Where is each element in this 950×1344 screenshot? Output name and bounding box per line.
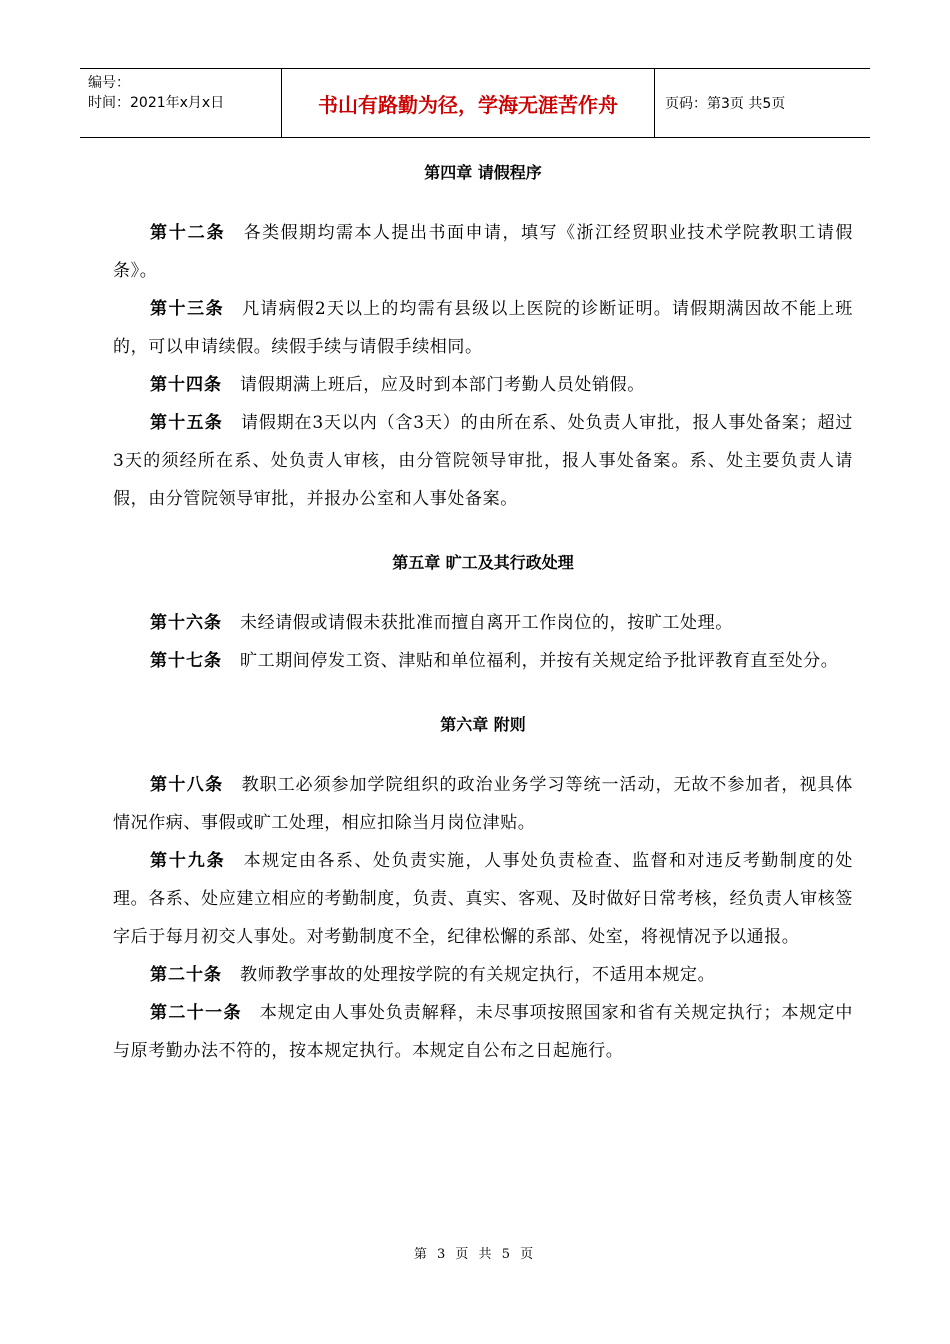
article-text: 教师教学事故的处理按学院的有关规定执行，不适用本规定。 <box>240 965 716 985</box>
article-text: 本规定由人事处负责解释，未尽事项按照国家和省有关规定执行；本规定中与原考勤办法不符的，按本规定执行。本规定自公布之日起施行。 <box>113 1003 853 1061</box>
article <box>113 994 853 1070</box>
page-header <box>80 68 870 138</box>
article-text: 教职工必须参加学院组织的政治业务学习等统一活动，无故不参加者，视具体情况作病、事假或旷工处理，相应扣除当月岗位津贴。 <box>113 775 853 833</box>
chapter-title: 第六章 附则 <box>440 715 526 734</box>
header-motto: 书山有路勤为径，学海无涯苦作舟 <box>282 69 655 137</box>
page-footer: 第 3 页 共 5 页 <box>413 1247 537 1262</box>
article <box>113 214 853 290</box>
article-label: 第十六条 <box>150 613 222 633</box>
article-label: 第十五条 <box>150 413 223 433</box>
article-label: 第十二条 <box>150 223 226 243</box>
chapter-title: 第四章 请假程序 <box>424 163 542 182</box>
article-label: 第十八条 <box>150 775 224 795</box>
time-label: 时间：2021年x月x日 <box>88 95 225 111</box>
article-text: 旷工期间停发工资、津贴和单位福利，并按有关规定给予批评教育直至处分。 <box>240 651 839 671</box>
article <box>113 366 853 404</box>
article-label: 第二十条 <box>150 965 222 985</box>
article-label: 第十三条 <box>150 299 225 319</box>
article <box>113 842 853 956</box>
article <box>113 404 853 518</box>
article-text: 凡请病假2天以上的均需有县级以上医院的诊断证明。请假期满因故不能上班的，可以申请续假。续假手续与请假手续相同。 <box>113 299 853 357</box>
article-text: 本规定由各系、处负责实施，人事处负责检查、监督和对违反考勤制度的处理。各系、处应建立相应的考勤制度，负责、真实、客观、及时做好日常考核，经负责人审核签字后于每月初交人事处。对考勤制度不全，纪律松懈的系部、处室，将视情况予以通报。 <box>113 851 853 947</box>
article <box>113 956 853 994</box>
article <box>113 766 853 842</box>
chapter-title: 第五章 旷工及其行政处理 <box>392 553 574 572</box>
document-body <box>113 150 853 1070</box>
article-label: 第十九条 <box>150 851 226 871</box>
article-text: 未经请假或请假未获批准而擅自离开工作岗位的，按旷工处理。 <box>240 613 733 633</box>
article-text: 请假期在3天以内（含3天）的由所在系、处负责人审批，报人事处备案；超过3天的须经所在系、处负责人审核，由分管院领导审批，报人事处备案。系、处主要负责人请假，由分管院领导审批，并报办公室和人事处备案。 <box>113 413 854 509</box>
article-label: 第二十一条 <box>150 1003 242 1023</box>
article <box>113 290 853 366</box>
article <box>113 642 853 680</box>
article-label: 第十四条 <box>150 375 222 395</box>
article-text: 各类假期均需本人提出书面申请，填写《浙江经贸职业技术学院教职工请假条》。 <box>113 223 853 281</box>
header-meta <box>80 69 282 137</box>
number-label: 编号： <box>88 75 130 91</box>
header-page-code: 页码：第3页 共5页 <box>665 96 786 112</box>
article-text: 请假期满上班后，应及时到本部门考勤人员处销假。 <box>240 375 645 395</box>
article-label: 第十七条 <box>150 651 222 671</box>
article <box>113 604 853 642</box>
